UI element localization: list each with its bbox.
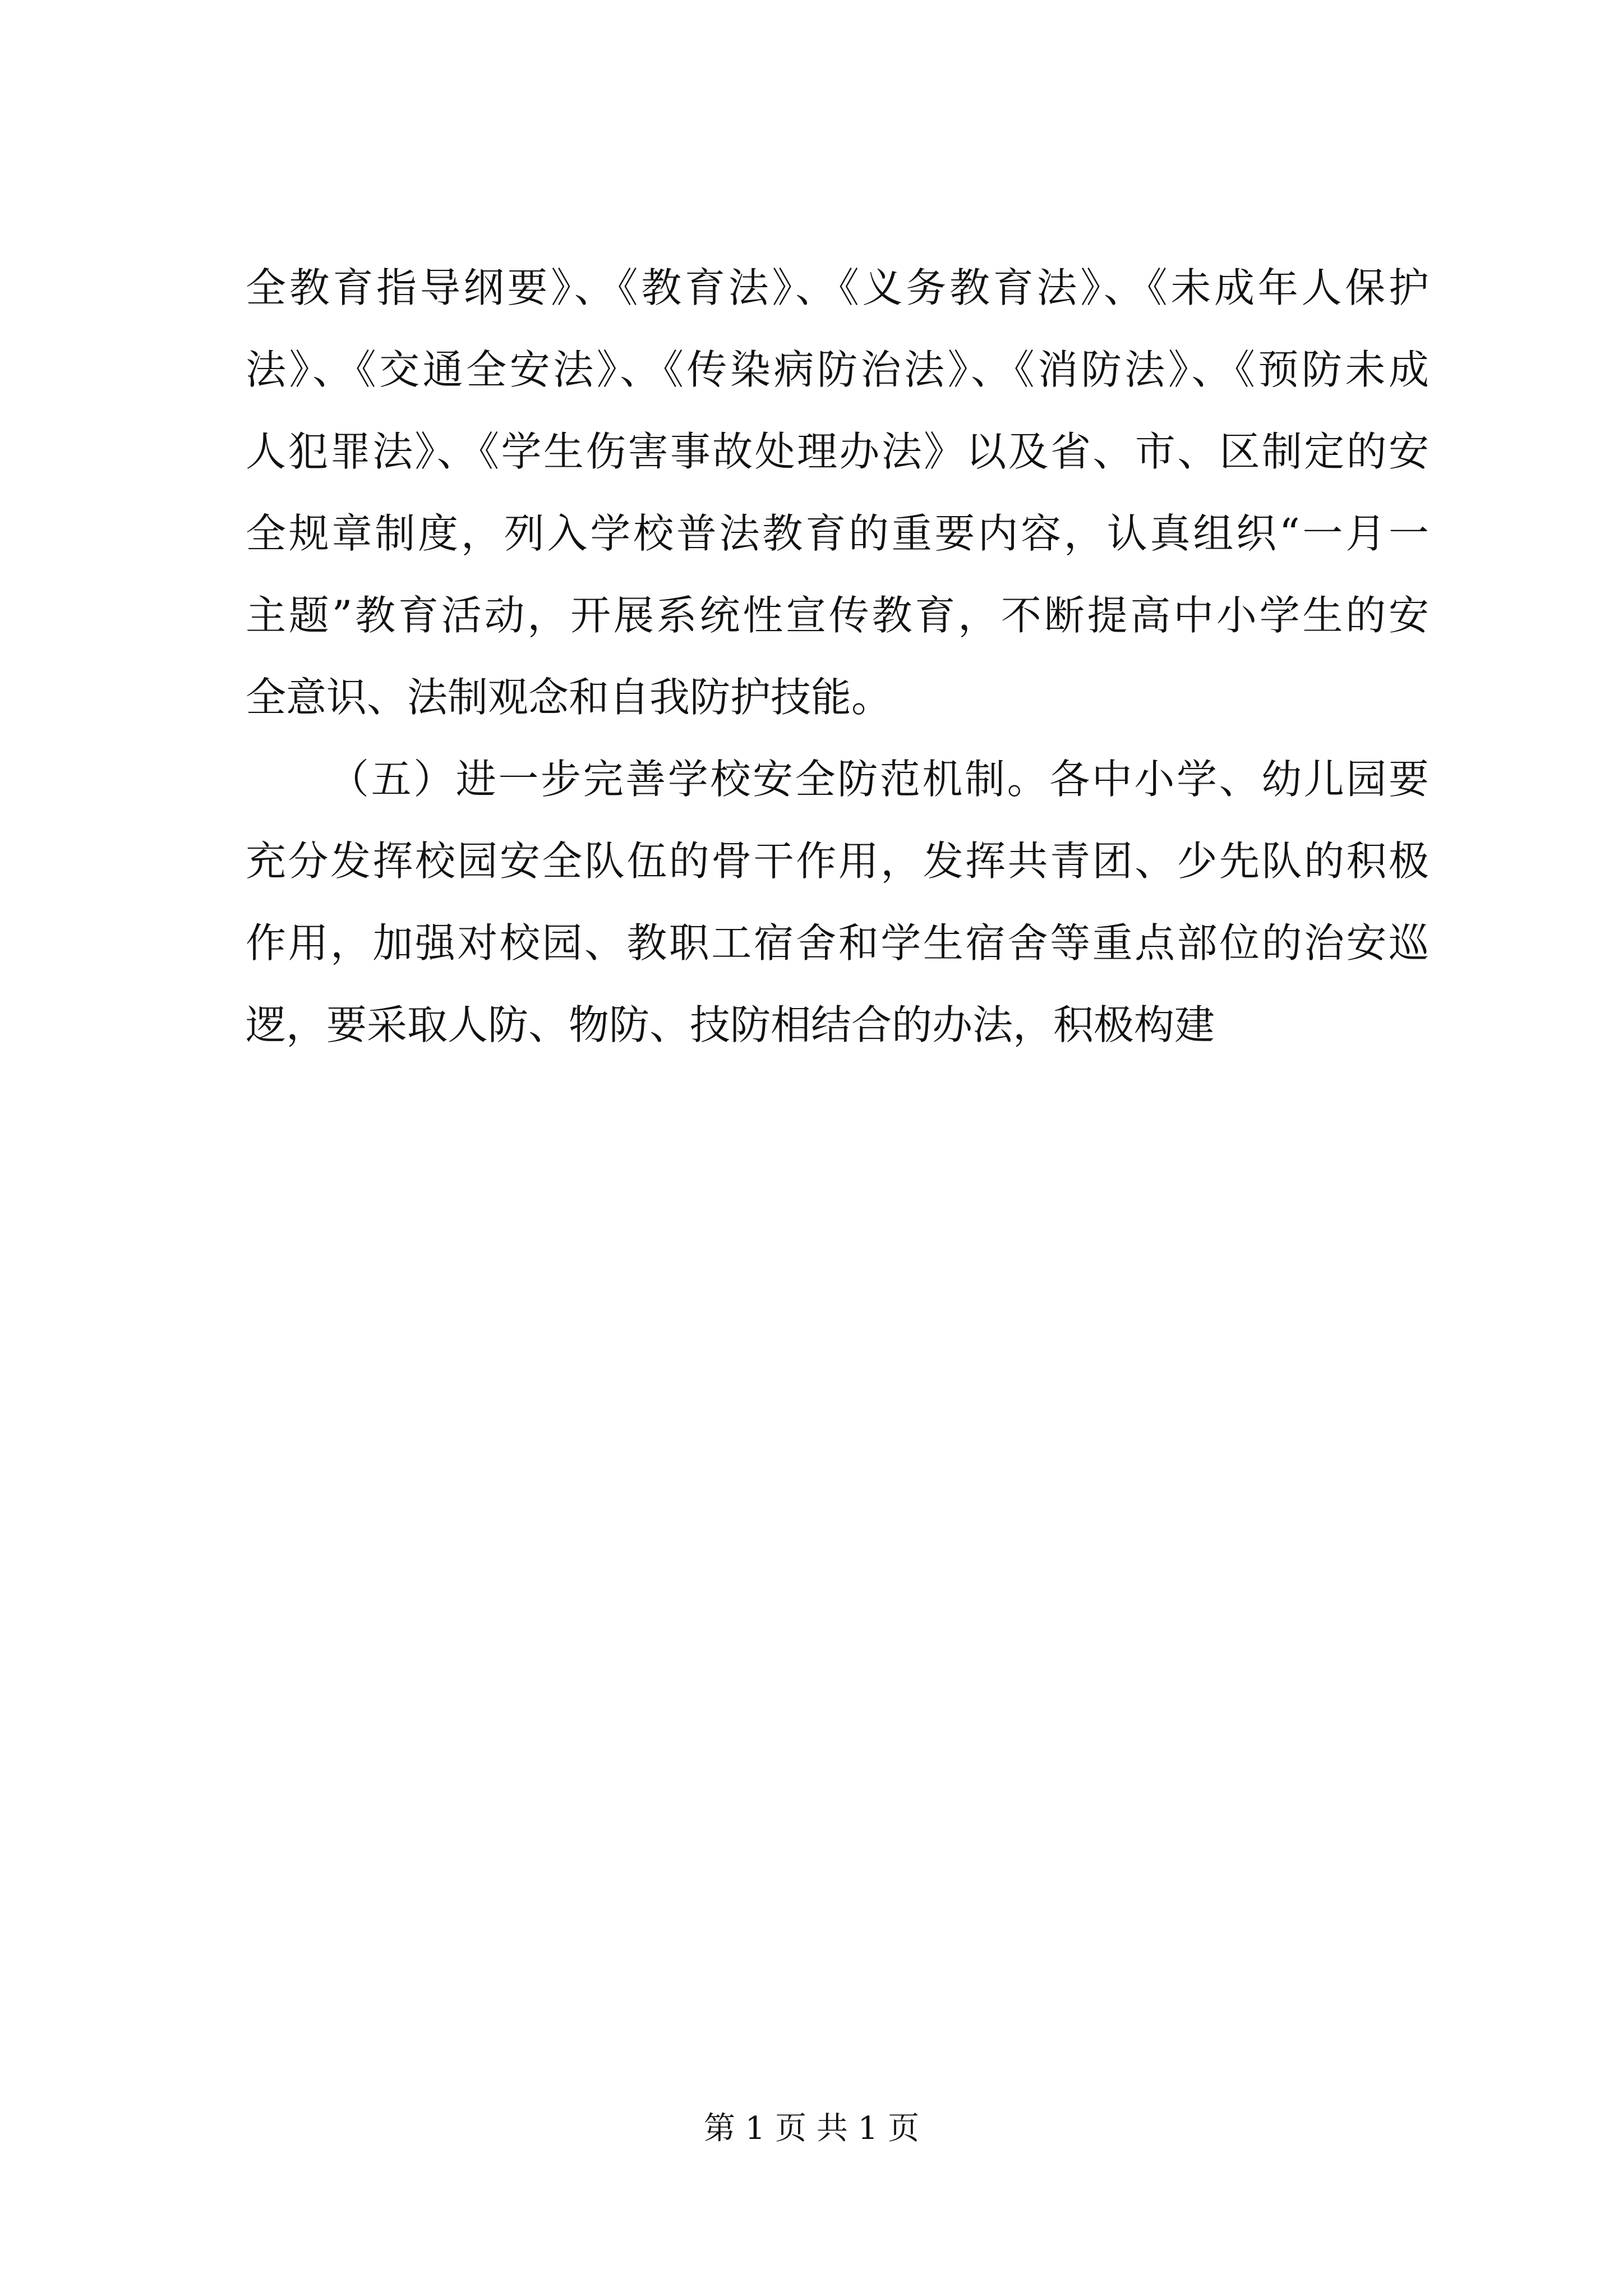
text-line: 作用，加强对校园、教职工宿舍和学生宿舍等重点部位的治安巡 xyxy=(246,919,1429,967)
page-footer: 第 1 页 共 1 页 xyxy=(703,2110,920,2147)
text-line: 逻，要采取人防、物防、技防相结合的办法，积极构建 xyxy=(246,1001,1215,1048)
text-line: 全意识、法制观念和自我防护技能。 xyxy=(246,674,892,721)
text-line: 充分发挥校园安全队伍的骨干作用，发挥共青团、少先队的积极 xyxy=(246,838,1429,885)
text-line: 全教育指导纲要》、《教育法》、《义务教育法》、《未成年人保护 xyxy=(246,264,1429,311)
text-line: 主题”教育活动，开展系统性宣传教育，不断提高中小学生的安 xyxy=(246,592,1429,639)
text-line: 法》、《交通全安法》、《传染病防治法》、《消防法》、《预防未成 xyxy=(246,346,1429,393)
text-line: 人犯罪法》、《学生伤害事故处理办法》以及省、市、区制定的安 xyxy=(246,428,1429,475)
body-text xyxy=(246,247,1429,1066)
text-line: 全规章制度，列入学校普法教育的重要内容，认真组织“一月一 xyxy=(246,510,1429,557)
paragraph-start-line: （五）进一步完善学校安全防范机制。各中小学、幼儿园要 xyxy=(329,756,1429,803)
